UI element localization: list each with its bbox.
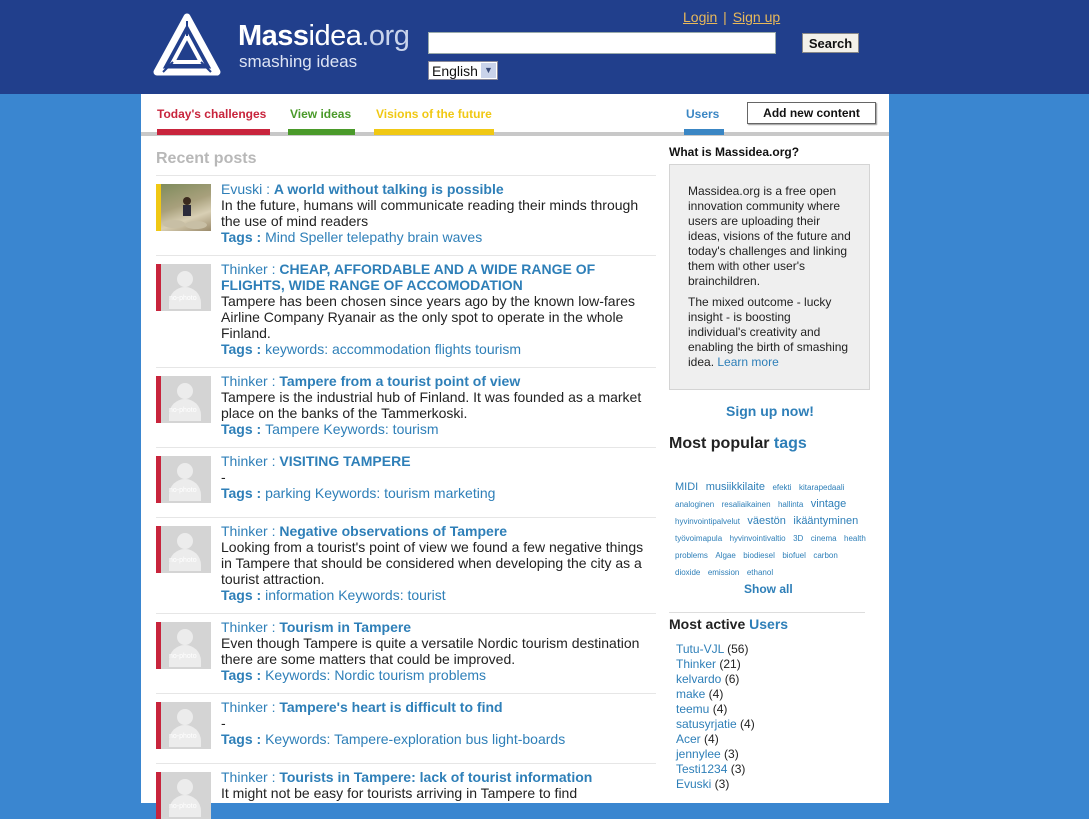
post-type-bar <box>156 622 161 669</box>
user-link[interactable]: Testi1234 <box>676 762 728 776</box>
post-tags <box>221 229 651 245</box>
photo-image <box>156 184 211 231</box>
tab-indicator-ideas <box>288 129 355 135</box>
post-heading <box>221 619 651 635</box>
tag-link[interactable]: problems <box>675 551 708 560</box>
most-active-users-title <box>669 616 788 632</box>
post-author-link[interactable]: Evuski : <box>221 181 274 197</box>
tag-link[interactable]: Algae <box>715 551 736 560</box>
active-user-row <box>676 717 755 732</box>
active-user-row <box>676 747 755 762</box>
post-type-bar <box>156 526 161 573</box>
user-silhouette-icon <box>177 629 193 645</box>
post-item <box>156 447 656 517</box>
post-tags <box>221 587 651 603</box>
tag-link[interactable]: dioxide <box>675 568 701 577</box>
post-item <box>156 517 656 613</box>
post-heading <box>221 769 651 785</box>
user-silhouette-icon <box>177 463 193 479</box>
active-user-row <box>676 702 755 717</box>
post-content <box>221 261 651 357</box>
tag-link[interactable]: hallinta <box>777 500 804 509</box>
post-body: Even though Tampere is quite a versatile Nordic tourism destination there are some matters that could be improved. <box>221 635 640 667</box>
no-photo-avatar[interactable] <box>156 456 211 503</box>
post-title-link[interactable]: A world without talking is possible <box>273 181 504 197</box>
post-type-bar <box>156 772 161 819</box>
post-body: Tampere has been chosen since years ago by the known low-fares Airline Company Ryanair as the only spot to operate in the whole Finland. <box>221 293 636 341</box>
tab-todays-challenges[interactable]: Today's challenges <box>157 107 267 121</box>
post-item <box>156 255 656 367</box>
tab-view-ideas[interactable]: View ideas <box>290 107 352 121</box>
tag-link[interactable]: cinema <box>810 534 837 543</box>
tab-indicator-users <box>684 129 724 135</box>
post-type-bar <box>156 456 161 503</box>
user-post-count: (4) <box>736 717 755 731</box>
post-heading <box>221 523 651 539</box>
no-photo-label: no-photo <box>169 653 197 660</box>
tags-label: Tags : <box>221 229 266 245</box>
user-link[interactable]: Thinker <box>676 657 717 671</box>
user-link[interactable]: jennylee <box>676 747 721 761</box>
user-link[interactable]: Acer <box>676 732 701 746</box>
user-silhouette-icon <box>177 779 193 795</box>
post-heading <box>221 453 651 469</box>
tag-link[interactable]: ikääntyminen <box>793 515 859 527</box>
most-popular-label: Most popular <box>669 435 770 452</box>
post-tags <box>221 667 651 683</box>
tags-label: Tags : <box>221 587 266 603</box>
post-content <box>221 769 651 801</box>
post-title-link[interactable]: Tampere's heart is difficult to find <box>279 699 503 715</box>
post-tag-links[interactable]: information Keywords: tourist <box>265 587 446 603</box>
post-item <box>156 693 656 763</box>
no-photo-avatar[interactable] <box>156 702 211 749</box>
post-tags <box>221 341 651 357</box>
chevron-down-icon[interactable]: ▼ <box>481 63 496 78</box>
user-post-count: (3) <box>727 762 746 776</box>
post-title-link[interactable]: CHEAP, AFFORDABLE AND A WIDE RANGE OF FLIGHTS, WIDE RANGE OF ACCOMODATION <box>221 261 596 293</box>
post-content <box>221 523 651 603</box>
header <box>141 0 889 94</box>
active-user-row <box>676 762 755 777</box>
search-input[interactable] <box>428 32 776 54</box>
post-tag-links[interactable]: keywords: accommodation flights tourism <box>265 341 522 357</box>
post-item <box>156 763 656 810</box>
user-post-count: (4) <box>700 732 719 746</box>
post-author-link[interactable]: Thinker : <box>221 261 280 277</box>
sign-up-now-link[interactable]: Sign up now! <box>726 403 814 419</box>
tab-users[interactable]: Users <box>686 107 720 121</box>
user-link[interactable]: kelvardo <box>676 672 722 686</box>
post-content <box>221 453 651 501</box>
post-author-link[interactable]: Thinker : <box>221 523 280 539</box>
what-is-paragraph-2 <box>688 295 851 370</box>
tagline: smashing ideas <box>239 52 358 71</box>
tab-indicator-visions <box>374 129 494 135</box>
tag-cloud <box>675 478 870 580</box>
post-author-link[interactable]: Thinker : <box>221 373 280 389</box>
tags-label: Tags : <box>221 485 266 501</box>
page <box>141 0 889 810</box>
post-tag-links[interactable]: Keywords: Nordic tourism problems <box>265 667 487 683</box>
post-body: - <box>221 715 226 731</box>
user-post-count: (3) <box>720 747 739 761</box>
post-title-link[interactable]: Tourists in Tampere: lack of tourist information <box>279 769 593 785</box>
post-content <box>221 699 651 747</box>
most-popular-tags-title <box>669 435 807 453</box>
user-link[interactable]: Tutu-VJL <box>676 642 724 656</box>
brand-name <box>238 20 409 53</box>
post-item <box>156 613 656 693</box>
post-tags <box>221 485 651 501</box>
tags-label: Tags : <box>221 341 266 357</box>
post-author-link[interactable]: Thinker : <box>221 453 280 469</box>
post-content <box>221 373 651 437</box>
post-heading <box>221 261 651 293</box>
tag-link[interactable]: biofuel <box>782 551 806 560</box>
no-photo-avatar[interactable] <box>156 622 211 669</box>
post-type-bar <box>156 264 161 311</box>
tag-link[interactable]: MIDI <box>675 481 699 493</box>
what-is-paragraph-2-text: The mixed outcome - lucky insight - is boosting individual's creativity and enabling the birth of smashing idea. <box>688 295 849 369</box>
active-users-list <box>676 642 755 792</box>
user-link[interactable]: Evuski <box>676 777 712 791</box>
what-is-box <box>669 164 870 390</box>
tag-link[interactable]: hyvinvointivaltio <box>729 534 786 543</box>
no-photo-label: no-photo <box>169 733 197 740</box>
no-photo-avatar[interactable] <box>156 526 211 573</box>
tag-link[interactable]: musiikkilaite <box>705 481 765 493</box>
tag-link[interactable]: ethanol <box>746 568 774 577</box>
active-user-row <box>676 657 755 672</box>
brand-tld: .org <box>361 20 410 52</box>
sidebar-divider <box>669 612 865 613</box>
tag-link[interactable]: väestön <box>747 515 786 527</box>
post-author-link[interactable]: Thinker : <box>221 699 280 715</box>
tag-link[interactable]: analoginen <box>675 500 715 509</box>
user-post-count: (56) <box>723 642 749 656</box>
tag-link[interactable]: työvoimapula <box>675 534 723 543</box>
users-label: Users <box>749 616 789 632</box>
post-tag-links[interactable]: Mind Speller telepathy brain waves <box>265 229 483 245</box>
auth-links <box>683 9 780 25</box>
post-heading <box>221 181 651 197</box>
active-user-row <box>676 672 755 687</box>
post-heading <box>221 699 651 715</box>
tag-link[interactable]: carbon <box>813 551 838 560</box>
post-author-link[interactable]: Thinker : <box>221 619 280 635</box>
tag-link[interactable]: emission <box>707 568 740 577</box>
post-content <box>221 181 651 245</box>
active-user-row <box>676 732 755 747</box>
language-select[interactable] <box>428 61 498 80</box>
tab-visions-of-the-future[interactable]: Visions of the future <box>376 107 492 121</box>
tags-label: Tags : <box>221 731 266 747</box>
brand-rest: idea <box>308 20 362 52</box>
auth-separator: | <box>723 9 727 25</box>
post-author-link[interactable]: Thinker : <box>221 769 280 785</box>
user-silhouette-icon <box>177 383 193 399</box>
no-photo-label: no-photo <box>169 407 197 414</box>
post-body: Tampere is the industrial hub of Finland. It was founded as a market place on the banks of the Tammerkoski. <box>221 389 642 421</box>
tag-link[interactable]: biodiesel <box>743 551 775 560</box>
no-photo-avatar[interactable] <box>156 376 211 423</box>
active-user-row <box>676 642 755 657</box>
massidea-logo-icon[interactable] <box>155 14 219 78</box>
user-silhouette-icon <box>177 709 193 725</box>
user-post-count: (4) <box>709 702 728 716</box>
user-silhouette-icon <box>177 533 193 549</box>
post-tags <box>221 421 651 437</box>
post-item <box>156 175 656 255</box>
no-photo-label: no-photo <box>169 803 197 810</box>
post-body: It might not be easy for tourists arriving in Tampere to find <box>221 785 578 801</box>
most-active-label: Most active <box>669 616 746 632</box>
post-body: Looking from a tourist's point of view we found a few negative things in Tampere that should be considered when developing the city as a tourist attraction. <box>221 539 644 587</box>
tag-link[interactable]: resaliaikainen <box>721 500 771 509</box>
post-tag-links[interactable]: parking Keywords: tourism marketing <box>265 485 496 501</box>
user-post-count: (3) <box>711 777 730 791</box>
post-tag-links[interactable]: Keywords: Tampere-exploration bus light-boards <box>265 731 566 747</box>
post-type-bar <box>156 702 161 749</box>
post-tags <box>221 731 651 747</box>
tab-indicator-challenges <box>157 129 270 135</box>
user-link[interactable]: make <box>676 687 706 701</box>
tags-label: Tags : <box>221 667 266 683</box>
tag-link[interactable]: health <box>844 534 866 543</box>
post-body: - <box>221 469 226 485</box>
post-photo[interactable] <box>156 184 211 231</box>
post-title-link[interactable]: VISITING TAMPERE <box>279 453 411 469</box>
post-title-link[interactable]: Negative observations of Tampere <box>279 523 508 539</box>
recent-posts-title: Recent posts <box>156 150 257 167</box>
post-type-bar <box>156 376 161 423</box>
show-all-tags-link[interactable]: Show all <box>744 582 793 596</box>
post-item <box>156 367 656 447</box>
active-user-row <box>676 777 755 792</box>
user-post-count: (4) <box>705 687 724 701</box>
what-is-paragraph-1: Massidea.org is a free open innovation community where users are uploading their ideas, visions of the future and today's challenges and linking them with other user's brainchildren. <box>688 184 851 288</box>
post-title-link[interactable]: Tampere from a tourist point of view <box>279 373 521 389</box>
tag-link[interactable]: efekti <box>772 483 792 492</box>
user-silhouette-icon <box>177 271 193 287</box>
no-photo-label: no-photo <box>169 557 197 564</box>
language-value: English <box>432 63 478 79</box>
tag-link[interactable]: vintage <box>810 498 847 510</box>
no-photo-label: no-photo <box>169 295 197 302</box>
post-heading <box>221 373 651 389</box>
no-photo-label: no-photo <box>169 487 197 494</box>
user-post-count: (21) <box>716 657 741 671</box>
no-photo-avatar[interactable] <box>156 772 211 819</box>
search-button[interactable]: Search <box>802 33 859 53</box>
tag-link[interactable]: 3D <box>793 534 804 543</box>
active-user-row <box>676 687 755 702</box>
learn-more-link[interactable]: Learn more <box>717 355 779 369</box>
tags-label: tags <box>773 435 807 452</box>
tag-link[interactable]: hyvinvointipalvelut <box>675 517 740 526</box>
user-link[interactable]: teemu <box>676 702 710 716</box>
what-is-title: What is Massidea.org? <box>669 145 800 159</box>
tags-label: Tags : <box>221 421 266 437</box>
add-new-content-button[interactable]: Add new content <box>747 102 876 124</box>
post-body: In the future, humans will communicate reading their minds through the use of mind readers <box>221 197 639 229</box>
signup-link[interactable]: Sign up <box>732 9 781 25</box>
post-title-link[interactable]: Tourism in Tampere <box>279 619 412 635</box>
brand-bold: Mass <box>238 20 309 52</box>
user-post-count: (6) <box>721 672 740 686</box>
nav-tabs <box>141 94 889 136</box>
post-tag-links[interactable]: Tampere Keywords: tourism <box>265 421 439 437</box>
login-link[interactable]: Login <box>683 9 718 25</box>
user-link[interactable]: satusyrjatie <box>676 717 737 731</box>
post-content <box>221 619 651 683</box>
tag-link[interactable]: kitarapedaali <box>799 483 845 492</box>
no-photo-avatar[interactable] <box>156 264 211 311</box>
